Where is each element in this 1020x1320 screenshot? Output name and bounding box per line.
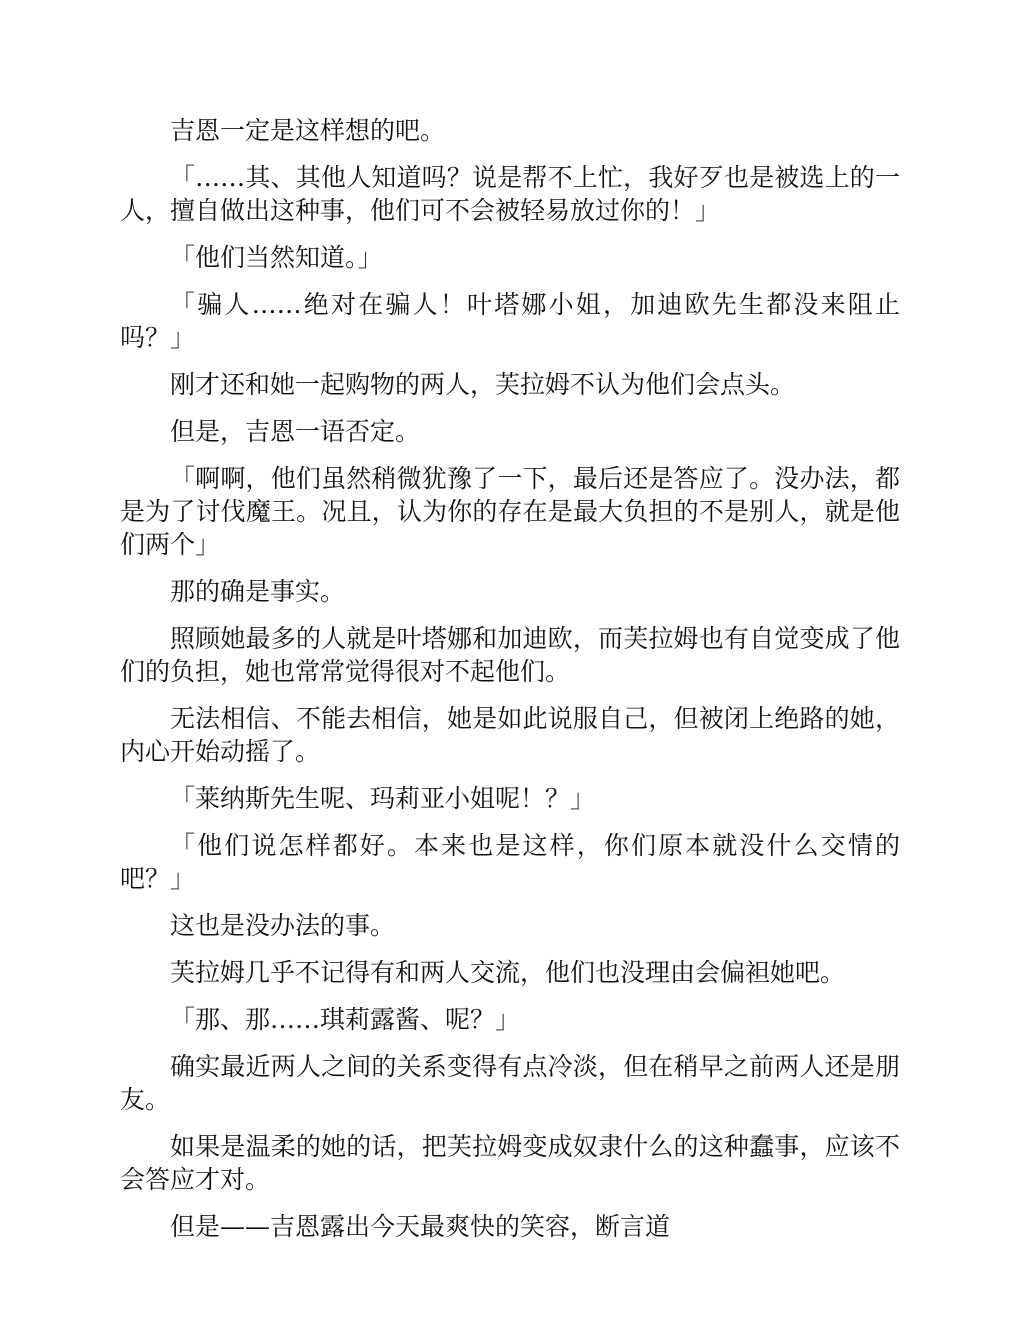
paragraph: 「他们当然知道。」 bbox=[170, 243, 383, 272]
paragraph: 无法相信、不能去相信，她是如此说服自己，但被闭上绝路的她，内心开始动摇了。 bbox=[120, 704, 900, 766]
paragraph: 但是——吉恩露出今天最爽快的笑容，断言道 bbox=[170, 1212, 671, 1241]
paragraph: 「啊啊，他们虽然稍微犹豫了一下，最后还是答应了。没办法，都是为了讨伐魔王。况且，认为你的存在是最大负担的不是别人，就是他们两个」 bbox=[120, 464, 900, 559]
paragraph: 照顾她最多的人就是叶塔娜和加迪欧，而芙拉姆也有自觉变成了他们的负担，她也常常觉得很对不起他们。 bbox=[120, 624, 900, 686]
page-body bbox=[120, 114, 900, 1257]
paragraph: 刚才还和她一起购物的两人，芙拉姆不认为他们会点头。 bbox=[170, 370, 796, 399]
paragraph: 确实最近两人之间的关系变得有点冷淡，但在稍早之前两人还是朋友。 bbox=[120, 1052, 900, 1114]
paragraph: 芙拉姆几乎不记得有和两人交流，他们也没理由会偏袒她吧。 bbox=[170, 958, 846, 987]
paragraph: 「莱纳斯先生呢、玛莉亚小姐呢！？」 bbox=[170, 784, 596, 813]
paragraph: 「那、那……琪莉露酱、呢？」 bbox=[170, 1005, 521, 1034]
paragraph: 「……其、其他人知道吗？说是帮不上忙，我好歹也是被选上的一人，擅自做出这种事，他们可不会被轻易放过你的！」 bbox=[120, 163, 900, 225]
paragraph: 如果是温柔的她的话，把芙拉姆变成奴隶什么的这种蠢事，应该不会答应才对。 bbox=[120, 1132, 900, 1194]
paragraph: 吉恩一定是这样想的吧。 bbox=[170, 116, 446, 145]
paragraph: 但是，吉恩一语否定。 bbox=[170, 417, 421, 446]
paragraph: 「骗人……绝对在骗人！叶塔娜小姐，加迪欧先生都没来阻止吗？」 bbox=[120, 290, 900, 352]
paragraph: 那的确是事实。 bbox=[170, 577, 346, 606]
paragraph: 这也是没办法的事。 bbox=[170, 911, 396, 940]
paragraph: 「他们说怎样都好。本来也是这样，你们原本就没什么交情的吧？」 bbox=[120, 831, 900, 893]
